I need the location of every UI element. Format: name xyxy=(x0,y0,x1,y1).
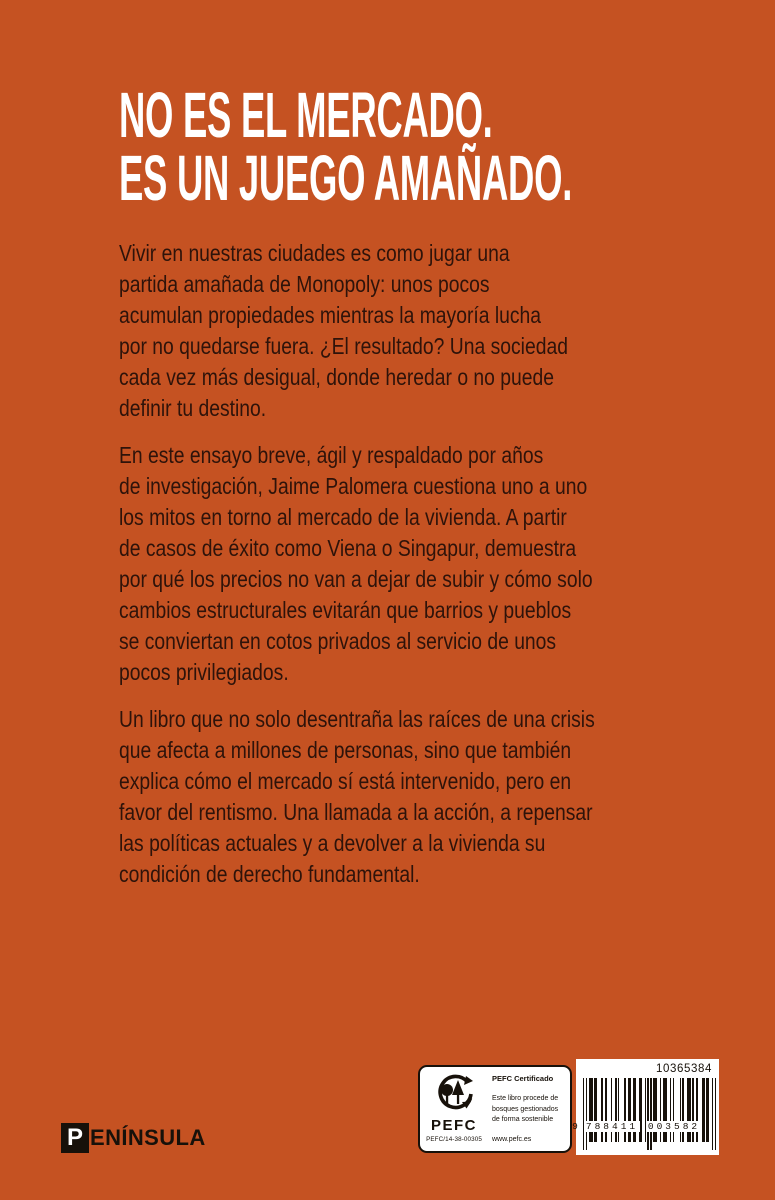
barcode-isbn-group1: 788411 xyxy=(585,1121,639,1132)
pefc-description xyxy=(492,1094,558,1126)
pefc-trees-icon xyxy=(433,1072,475,1116)
barcode-bar xyxy=(682,1078,683,1142)
pefc-title: PEFC Certificado xyxy=(492,1074,554,1083)
barcode-bar xyxy=(692,1078,693,1142)
barcode-bar xyxy=(715,1078,716,1150)
body-line: explica cómo el mercado sí está intervenido, pero en xyxy=(119,768,572,794)
body-line: Un libro que no solo desentraña las raíces de una crisis xyxy=(119,706,595,732)
barcode-bar xyxy=(660,1078,661,1142)
barcode-bar xyxy=(624,1078,627,1142)
barcode-bar xyxy=(680,1078,681,1142)
body-line: favor del rentismo. Una llamada a la acción, a repensar xyxy=(119,799,593,825)
publisher-logo-p-icon: P xyxy=(61,1123,89,1153)
barcode-bar xyxy=(583,1078,584,1150)
barcode-bar xyxy=(650,1078,651,1150)
barcode-bar xyxy=(633,1078,636,1142)
body-line: definir tu destino. xyxy=(119,395,267,421)
barcode-top-number: 10365384 xyxy=(656,1063,712,1075)
barcode-bar xyxy=(615,1078,616,1142)
body-paragraphs xyxy=(119,238,623,906)
barcode-isbn-first-digit: 9 xyxy=(572,1121,578,1132)
barcode-bar xyxy=(645,1078,646,1142)
barcode-bar xyxy=(605,1078,606,1142)
body-line: cambios estructurales evitarán que barrios y pueblos xyxy=(119,597,572,623)
body-line: se conviertan en cotos privados al servicio de unos xyxy=(119,628,557,654)
barcode-bar xyxy=(670,1078,671,1142)
pefc-description-line: Este libro procede de xyxy=(492,1095,559,1102)
barcode-bar xyxy=(611,1078,612,1142)
barcode-bar xyxy=(706,1078,709,1142)
body-line: acumulan propiedades mientras la mayoría lucha xyxy=(119,302,542,328)
barcode xyxy=(572,1059,719,1155)
barcode-bar xyxy=(653,1078,657,1142)
barcode-bar xyxy=(696,1078,697,1142)
body-line: por no quedarse fuera. ¿El resultado? Una sociedad xyxy=(119,333,568,359)
body-line: En este ensayo breve, ágil y respaldado por años xyxy=(119,442,544,468)
pefc-description-line: bosques gestionados xyxy=(492,1105,559,1113)
paragraph xyxy=(119,238,623,424)
pefc-label xyxy=(418,1065,572,1153)
body-line: que afecta a millones de personas, sino que también xyxy=(119,737,572,763)
pefc-description-line: de forma sostenible xyxy=(492,1116,554,1123)
barcode-bar xyxy=(601,1078,602,1142)
body-line: Vivir en nuestras ciudades es como jugar una xyxy=(119,240,510,266)
headline xyxy=(119,79,775,214)
pefc-license-number: PEFC/14-38-00305 xyxy=(426,1136,482,1143)
body-line: pocos privilegiados. xyxy=(119,659,289,685)
barcode-bar xyxy=(663,1078,667,1142)
body-line: de casos de éxito como Viena o Singapur, demuestra xyxy=(119,535,577,561)
barcode-bar xyxy=(594,1078,597,1142)
barcode-bar xyxy=(628,1078,631,1142)
body-line: cada vez más desigual, donde heredar o no puede xyxy=(119,364,555,390)
paragraph xyxy=(119,704,623,890)
headline-line-1: NO ES EL MERCADO. xyxy=(119,79,493,151)
barcode-isbn-group2: 003582 xyxy=(647,1121,701,1132)
barcode-bar xyxy=(639,1078,642,1142)
publisher-name: ENÍNSULA xyxy=(90,1125,206,1150)
barcode-bar xyxy=(618,1078,619,1142)
barcode-bar xyxy=(586,1078,587,1150)
barcode-bars-icon xyxy=(583,1078,716,1150)
barcode-bar xyxy=(647,1078,648,1150)
body-line: por qué los precios no van a dejar de subir y cómo solo xyxy=(119,566,593,592)
pefc-url: www.pefc.es xyxy=(492,1136,532,1143)
barcode-bar xyxy=(712,1078,713,1150)
body-line: partida amañada de Monopoly: unos pocos xyxy=(119,271,490,297)
body-line: condición de derecho fundamental. xyxy=(119,861,420,887)
barcode-bar xyxy=(673,1078,674,1142)
barcode-bar xyxy=(589,1078,593,1142)
barcode-bar xyxy=(687,1078,691,1142)
publisher-logo xyxy=(61,1123,206,1153)
pefc-wordmark: PEFC xyxy=(430,1117,477,1134)
body-line: los mitos en torno al mercado de la vivienda. A partir xyxy=(119,504,567,530)
body-line: las políticas actuales y a devolver a la vivienda su xyxy=(119,830,546,856)
barcode-bar xyxy=(702,1078,705,1142)
body-line: de investigación, Jaime Palomera cuestiona uno a uno xyxy=(119,473,588,499)
headline-line-2: ES UN JUEGO AMAÑADO. xyxy=(119,141,573,214)
paragraph xyxy=(119,440,623,688)
